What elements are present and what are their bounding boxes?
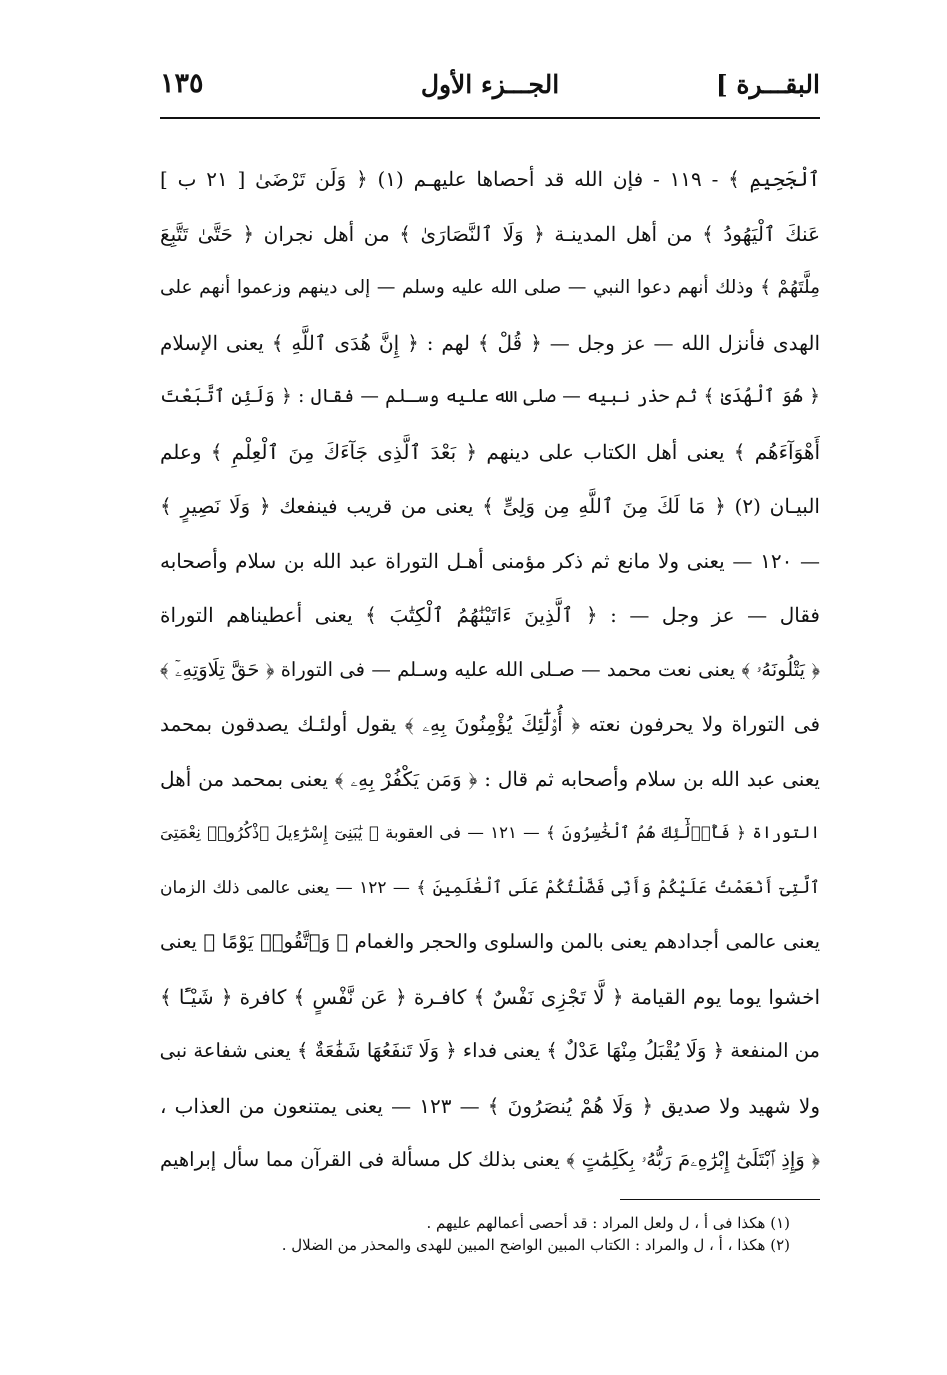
text-line: ٱلَّتِىٓ أَنْعَمْتُ عَلَيْكُمْ وَأَنِّى فَضَّلْتُكُمْ عَلَى ٱلْعَٰلَمِينَ ﴾ — ١٢٢ — يعنى عالمى ذلك الزمان [160, 877, 820, 898]
text-line: ﴿ يَتْلُونَهُۥ ﴾ يعنى نعت محمد — صـلى الله عليه وسـلم — فى التوراة ﴿ حَقَّ تِلَاوَتِهِۦٓ ﴾ [160, 657, 820, 681]
surah-running-title: البقـــرة ] [715, 70, 820, 99]
text-line: عَنكَ ٱلْيَهُودُ ﴾ من أهل المدينـة ﴿ وَلَا ٱلنَّصَارَىٰ ﴾ من أهل نجران ﴿ حَتَّىٰ تَتَّبِعَ [160, 221, 820, 246]
text-line: فى التوراة ولا يحرفون نعته ﴿ أُو۟لَٰٓئِكَ يُؤْمِنُونَ بِهِۦ ﴾ يقول أولئـك يصدقون بمحمد [160, 712, 820, 736]
text-line: اخشوا يوما يوم القيامة ﴿ لَّا تَجْزِى نَفْسٌ ﴾ كافـرة ﴿ عَن نَّفْسٍ ﴾ كافرة ﴿ شَيْـًٔا ﴾ [160, 984, 820, 1009]
text-line: التوراة ﴿ فَأُو۟لَٰٓئِكَ هُمُ ٱلْخَٰسِرُونَ ﴾ — ١٢١ — فى العقوبة ﴿ يَٰبَنِىٓ إِسْرَٰٓءِيلَ ٱذْكُرُوا۟ نِعْمَتِىَ [160, 823, 820, 842]
footnote-divider [620, 1199, 820, 1200]
page-header [160, 66, 820, 112]
text-line: ﴿ وَإِذِ ٱبْتَلَىٰٓ إِبْرَٰهِۦمَ رَبُّهُۥ بِكَلِمَٰتٍ ﴾ يعنى بذلك كل مسألة فى القرآن مما سأل إبراهيم [160, 1148, 820, 1171]
footnote: (١) هكذا فى أ ، ل ولعل المراد : قد أحصى أعمالهم عليهم . [426, 1214, 790, 1232]
header-divider [160, 117, 820, 119]
text-line: — ١٢٠ — يعنى ولا مانع ثم ذكر مؤمنى أهـل التوراة عبد الله بن سلام وأصحابه [160, 548, 820, 573]
text-line: الهدى فأنزل الله — عز وجل — ﴿ قُلْ ﴾ لهم : ﴿ إِنَّ هُدَى ٱللَّهِ ﴾ يعنى الإسلام [160, 330, 820, 355]
juz-running-title: الجـــزء الأول [420, 70, 560, 99]
page-number: ١٣٥ [160, 68, 204, 99]
text-line: ٱلْجَحِيمِ ﴾ - ١١٩ - فإن الله قد أحصاها عليهـم (١) ﴿ وَلَن تَرْضَىٰ [ ٢١ ب ] [160, 167, 820, 191]
text-line: من المنفعة ﴿ وَلَا يُقْبَلُ مِنْهَا عَدْلٌ ﴾ يعنى فداء ﴿ وَلَا تَنفَعُهَا شَفَٰعَةٌ ﴾ يعنى شفاعة نبى [160, 1039, 820, 1062]
footnotes [160, 1212, 790, 1256]
text-line: فقال — عز وجل — : ﴿ ٱلَّذِينَ ءَاتَيْنَٰهُمُ ٱلْكِتَٰبَ ﴾ يعنى أعطيناهم التوراة [160, 603, 820, 627]
text-line: يعنى عبد الله بن سلام وأصحابه ثم قال : ﴿ وَمَن يَكْفُرْ بِهِۦ ﴾ يعنى بمحمد من أهل [160, 766, 820, 791]
text-line: أَهْوَآءَهُم ﴾ يعنى أهل الكتاب على دينهم ﴿ بَعْدَ ٱلَّذِى جَآءَكَ مِنَ ٱلْعِلْمِ ﴾ وعلم [160, 439, 820, 464]
text-line: يعنى عالمى أجدادهم يعنى بالمن والسلوى والحجر والغمام ﴿ وَٱتَّقُوا۟ يَوْمًا ﴾ يعنى [160, 930, 820, 953]
text-line: البيـان (٢) ﴿ مَا لَكَ مِنَ ٱللَّهِ مِن وَلِىٍّ ﴾ يعنى من قريب فينفعك ﴿ وَلَا نَصِيرٍ ﴾ [160, 494, 820, 518]
text-line: مِلَّتَهُمْ ﴾ وذلك أنهم دعوا النبي — صلى الله عليه وسلم — إلى دينهم وزعموا أنهم على [160, 277, 820, 298]
tafsir-body [160, 152, 820, 1188]
footnote: (٢) هكذا ، أ ، ل والمراد : الكتاب المبين الواضح المبين للهدى والمحذر من الضلال . [281, 1236, 790, 1254]
text-line: ولا شهيد ولا صديق ﴿ وَلَا هُمْ يُنصَرُونَ ﴾ — ١٢٣ — يعنى يمتنعون من العذاب ، [160, 1093, 820, 1118]
text-line: ﴿ هُوَ ٱلْهُدَىٰ ﴾ ثم حذر نبيه — صلى الله عليه وسـلم — فقال : ﴿ وَلَئِنِ ٱتَّبَعْتَ [160, 386, 820, 407]
